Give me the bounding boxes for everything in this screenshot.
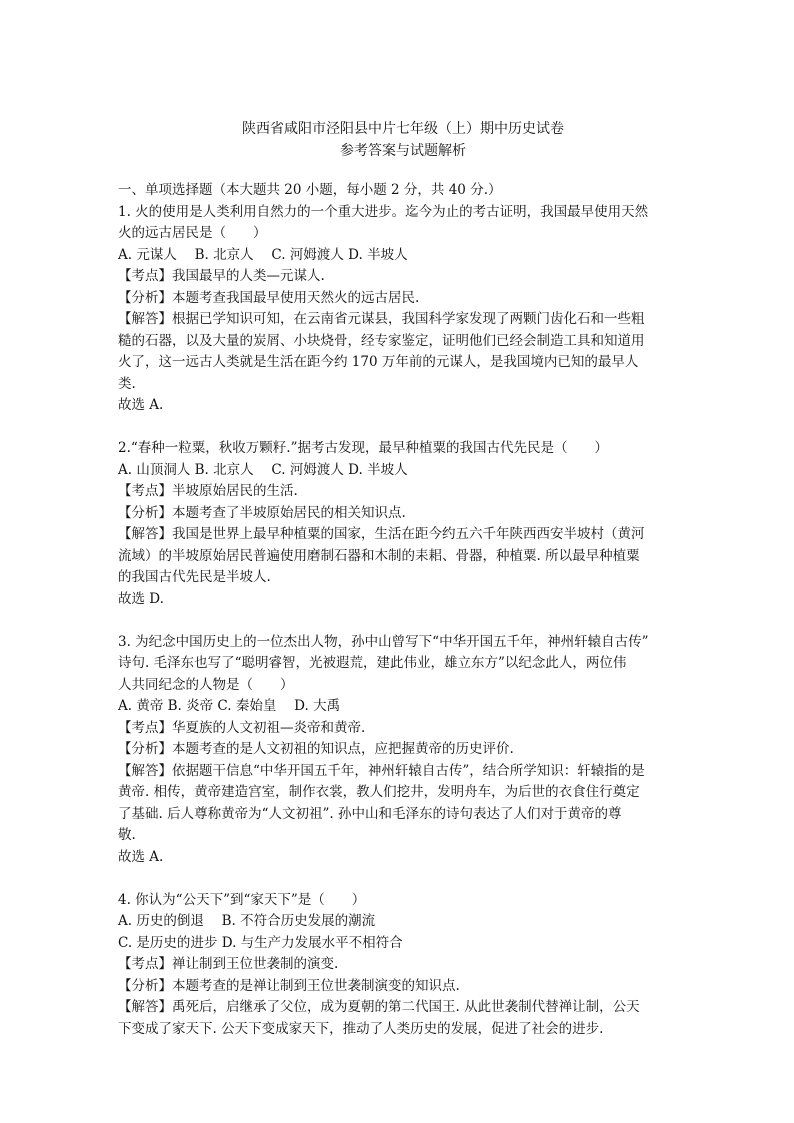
question-line: 3. 为纪念中国历史上的一位杰出人物，孙中山曾写下“中华开国五千年，神州轩辕自古传” bbox=[118, 633, 649, 650]
question-line: 人共同纪念的人物是（ ） bbox=[118, 676, 294, 693]
question-3 bbox=[118, 632, 688, 869]
spacer bbox=[118, 610, 688, 632]
kaodian-line: 【考点】华夏族的人文初祖—炎帝和黄帝. bbox=[118, 719, 366, 736]
options-line: A. 黄帝 B. 炎帝 C. 秦始皇 D. 大禹 bbox=[118, 698, 341, 714]
kaodian-line: 【考点】禅让制到王位世袭制的演变. bbox=[118, 956, 339, 972]
jieda-line: 的我国古代先民是半坡人. bbox=[118, 569, 271, 585]
question-2 bbox=[118, 438, 688, 610]
question-4 bbox=[118, 890, 688, 1041]
kaodian-line: 【考点】我国最早的人类—元谋人. bbox=[118, 268, 325, 284]
answer-line: 故选 D. bbox=[118, 590, 164, 607]
jieda-line: 【解答】根据已学知识可知，在云南省元谋县，我国科学家发现了两颗门齿化石和一些粗 bbox=[118, 311, 645, 327]
spacer bbox=[118, 868, 688, 890]
document-subtitle: 参考答案与试题解析 bbox=[340, 143, 466, 159]
jieda-line: 下变成了家天下. 公天下变成家天下，推动了人类历史的发展，促进了社会的进步. bbox=[118, 1020, 604, 1037]
kaodian-line: 【考点】半坡原始居民的生活. bbox=[118, 483, 298, 499]
options-line: A. 山顶洞人 B. 北京人 C. 河姆渡人 D. 半坡人 bbox=[118, 461, 408, 478]
jieda-line: 类. bbox=[118, 375, 136, 392]
question-line: 诗句. 毛泽东也写了“聪明睿智，光被遐荒，建此伟业，雄立东方”以纪念此人，两位伟 bbox=[118, 655, 627, 671]
jieda-line: 火了，这一远古人类就是生活在距今约 170 万年前的元谋人，是我国境内已知的最早人 bbox=[118, 354, 639, 370]
question-1 bbox=[118, 202, 688, 417]
jieda-line: 敬. bbox=[118, 827, 136, 843]
jieda-line: 【解答】依据题干信息“中华开国五千年，神州轩辕自古传”，结合所学知识：轩辕指的是 bbox=[118, 762, 645, 779]
options-line: C. 是历史的进步 D. 与生产力发展水平不相符合 bbox=[118, 934, 403, 951]
question-line: 2.“春种一粒粟，秋收万颗籽.”据考古发现，最早种植粟的我国古代先民是（ ） bbox=[118, 440, 608, 456]
document-page bbox=[118, 118, 688, 1040]
jieda-line: 糙的石器，以及大量的炭屑、小块烧骨，经专家鉴定，证明他们已经会制造工具和知道用 bbox=[118, 332, 645, 349]
fenxi-line: 【分析】本题考查我国最早使用天然火的远古居民. bbox=[118, 289, 420, 306]
fenxi-line: 【分析】本题考查的是禅让制到王位世袭制演变的知识点. bbox=[118, 977, 460, 994]
question-line: 火的远古居民是（ ） bbox=[118, 225, 267, 241]
answer-line: 故选 A. bbox=[118, 397, 164, 413]
spacer bbox=[118, 417, 688, 439]
jieda-line: 【解答】禹死后，启继承了父位，成为夏朝的第二代国王. 从此世袭制代替禅让制，公天 bbox=[118, 999, 640, 1015]
fenxi-line: 【分析】本题考查了半坡原始居民的相关知识点. bbox=[118, 504, 406, 521]
answer-line: 故选 A. bbox=[118, 848, 164, 865]
question-line: 1. 火的使用是人类利用自然力的一个重大进步。迄今为止的考古证明，我国最早使用天然 bbox=[118, 203, 649, 220]
jieda-line: 【解答】我国是世界上最早种植粟的国家，生活在距今约五六千年陕西西安半坡村（黄河 bbox=[118, 526, 645, 542]
options-line: A. 元谋人 B. 北京人 C. 河姆渡人 D. 半坡人 bbox=[118, 246, 408, 263]
jieda-line: 了基础. 后人尊称黄帝为“人文初祖”. 孙中山和毛泽东的诗句表达了人们对于黄帝的尊 bbox=[118, 805, 622, 822]
options-line: A. 历史的倒退 B. 不符合历史发展的潮流 bbox=[118, 913, 376, 929]
jieda-line: 黄帝. 相传，黄帝建造宫室，制作衣裳，教人们挖井，发明舟车，为后世的衣食住行奠定 bbox=[118, 784, 640, 800]
section-title: 一、单项选择题（本大题共 20 小题，每小题 2 分，共 40 分.） bbox=[118, 182, 502, 198]
document-title: 陕西省咸阳市泾阳县中片七年级（上）期中历史试卷 bbox=[242, 121, 564, 137]
question-line: 4. 你认为“公天下”到“家天下”是（ ） bbox=[118, 891, 366, 908]
jieda-line: 流域）的半坡原始居民普遍使用磨制石器和木制的耒耜、骨器，种植粟. 所以最早种植粟 bbox=[118, 547, 640, 564]
fenxi-line: 【分析】本题考查的是人文初祖的知识点，应把握黄帝的历史评价. bbox=[118, 741, 514, 757]
